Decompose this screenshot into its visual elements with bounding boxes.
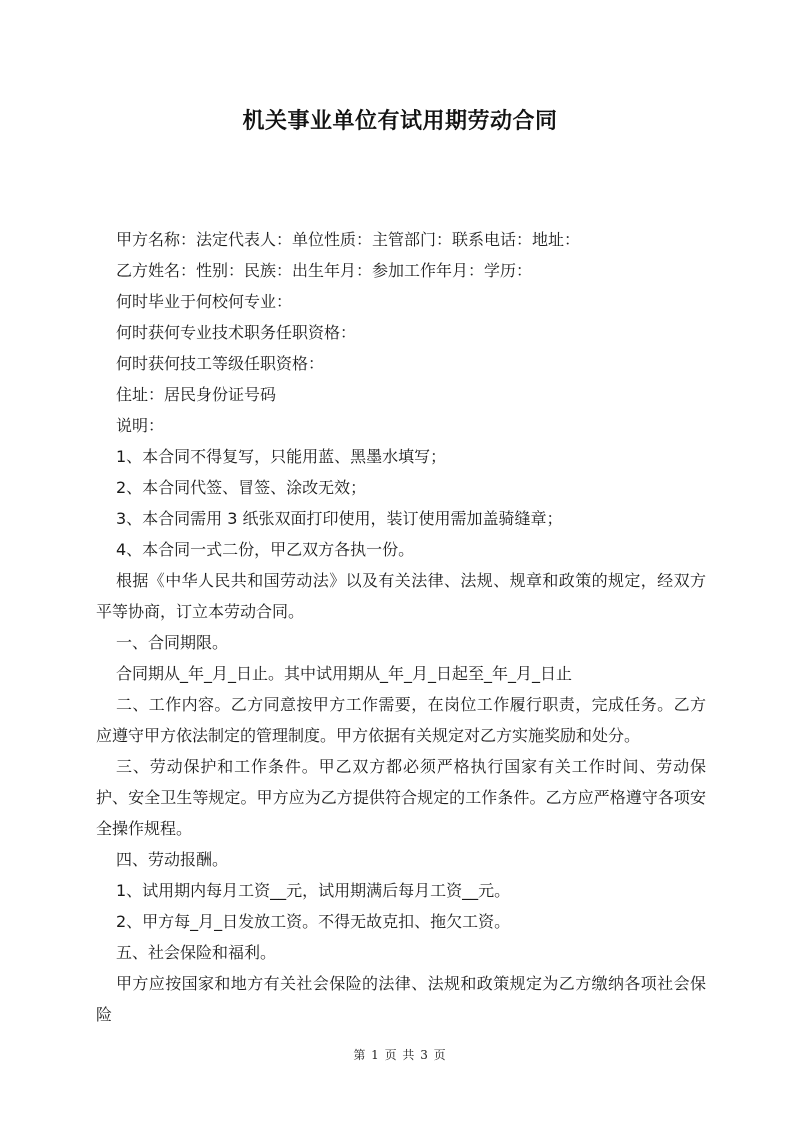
wage-item: 1、试用期内每月工资__元，试用期满后每月工资__元。 <box>116 881 511 900</box>
contract-term-paragraph: 合同期从_年_月_日止。其中试用期从_年_月_日起至_年_月_日止 <box>116 664 573 683</box>
note-item: 4、本合同一式二份，甲乙双方各执一份。 <box>116 540 415 559</box>
labor-protection-paragraph: 三、劳动保护和工作条件。甲乙双方都必须严格执行国家有关工作时间、劳动保护、安全卫生等规定。甲方应为乙方提供符合规定的工作条件。乙方应严格遵守各项安全操作规程。 <box>96 757 706 838</box>
technical-title-info: 何时获何专业技术职务任职资格： <box>116 323 357 342</box>
notes-heading: 说明： <box>116 416 165 435</box>
work-content-paragraph: 二、工作内容。乙方同意按甲方工作需要，在岗位工作履行职责，完成任务。乙方应遵守甲方依法制定的管理制度。甲方依据有关规定对乙方实施奖励和处分。 <box>96 695 706 745</box>
party-b-info: 乙方姓名：性别：民族：出生年月：参加工作年月：学历： <box>116 261 533 280</box>
section-heading: 五、社会保险和福利。 <box>116 943 277 962</box>
address-id-info: 住址：居民身份证号码 <box>116 385 277 404</box>
preamble-paragraph: 根据《中华人民共和国劳动法》以及有关法律、法规、规章和政策的规定，经双方平等协商，订立本劳动合同。 <box>96 571 706 621</box>
party-a-info: 甲方名称：法定代表人：单位性质：主管部门：联系电话：地址： <box>116 230 581 249</box>
section-heading: 一、合同期限。 <box>116 633 229 652</box>
graduation-info: 何时毕业于何校何专业： <box>116 292 293 311</box>
section-heading: 四、劳动报酬。 <box>116 850 229 869</box>
wage-item: 2、甲方每_月_日发放工资。不得无故克扣、拖欠工资。 <box>116 912 511 931</box>
note-item: 2、本合同代签、冒签、涂改无效； <box>116 478 367 497</box>
page-number: 第 1 页 共 3 页 <box>353 1048 447 1062</box>
technician-level-info: 何时获何技工等级任职资格： <box>116 354 325 373</box>
document-body <box>96 224 706 1030</box>
note-item: 1、本合同不得复写，只能用蓝、黑墨水填写； <box>116 447 447 466</box>
social-insurance-paragraph: 甲方应按国家和地方有关社会保险的法律、法规和政策规定为乙方缴纳各项社会保险 <box>96 974 706 1024</box>
note-item: 3、本合同需用 3 纸张双面打印使用，装订使用需加盖骑缝章； <box>116 509 563 528</box>
document-title: 机关事业单位有试用期劳动合同 <box>242 109 558 134</box>
